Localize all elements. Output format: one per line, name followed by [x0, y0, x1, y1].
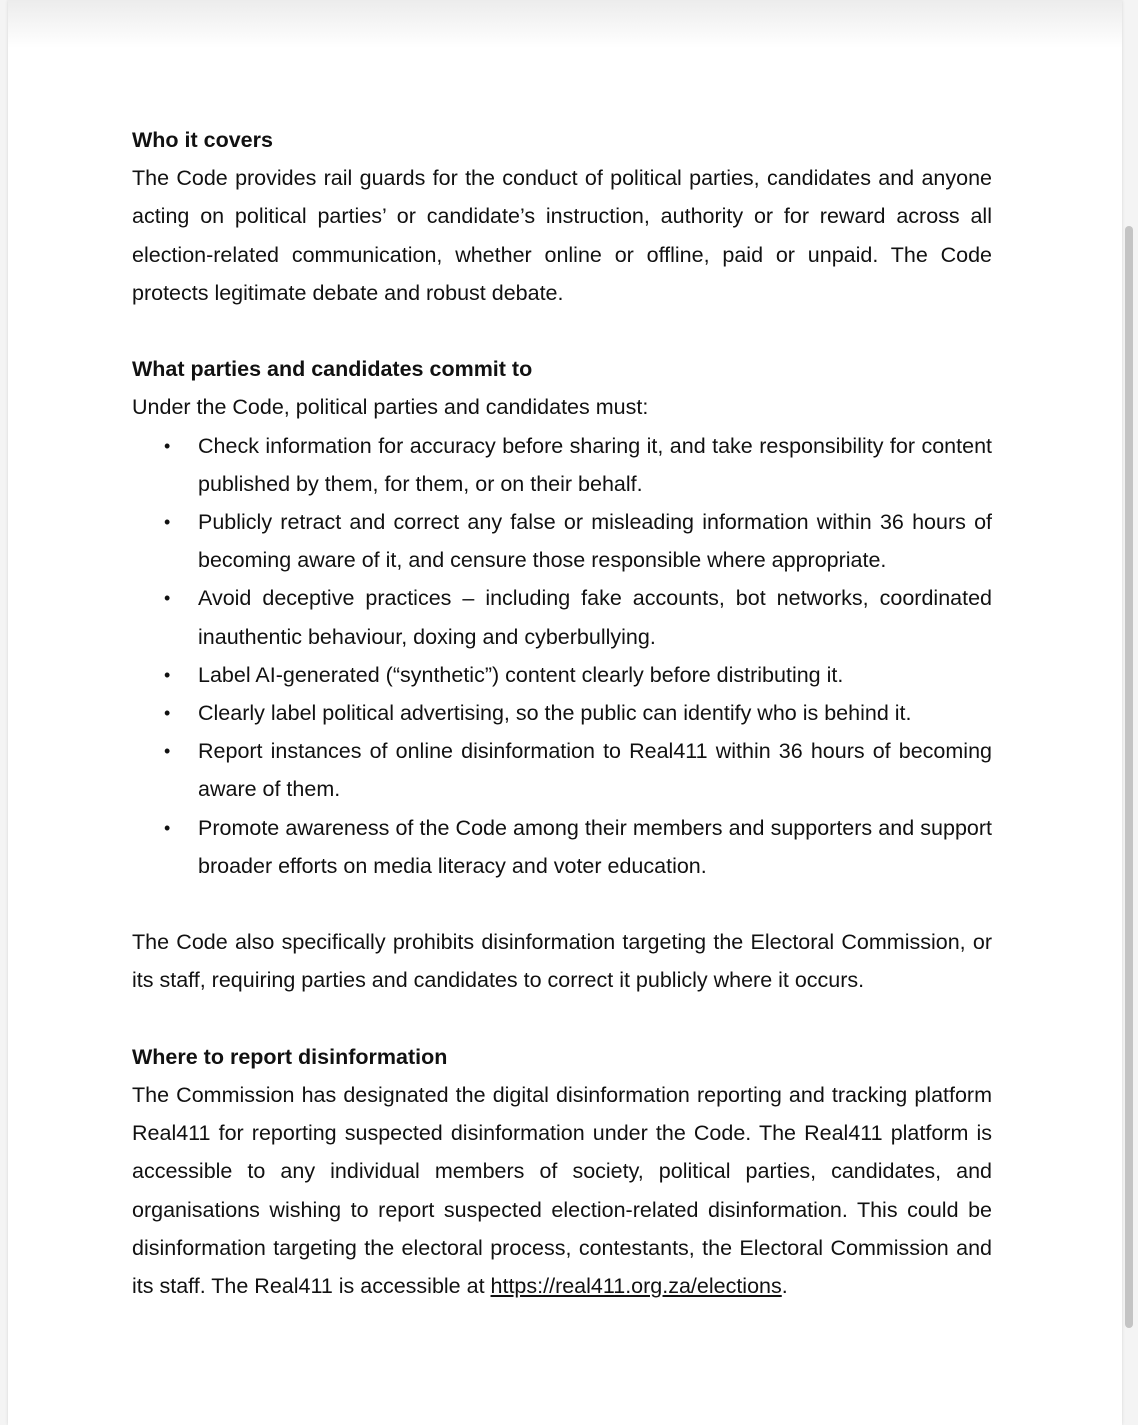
page-top-shadow [8, 0, 1122, 48]
list-item [132, 694, 992, 732]
heading-commitments: What parties and candidates commit to [132, 357, 533, 382]
list-item-text: Avoid deceptive practices – including fake accounts, bot networks, coordinated inauthentic behaviour, doxing and cyberbullying. [198, 586, 992, 649]
bullet-icon: • [164, 588, 171, 609]
list-item-text: Report instances of online disinformation to Real411 within 36 hours of becoming aware of them. [198, 739, 992, 802]
list-item [132, 732, 992, 808]
spacer [132, 1000, 992, 1038]
paragraph-electoral-commission: The Code also specifically prohibits disinformation targeting the Electoral Commission, or its staff, requiring parties and candidates to correct it publicly where it occurs. [132, 930, 992, 993]
bullet-icon: • [164, 817, 171, 838]
commitments-list [132, 427, 992, 885]
list-item-text: Promote awareness of the Code among their members and supporters and support broader efforts on media literacy and voter education. [198, 815, 992, 878]
bullet-icon: • [164, 741, 171, 762]
list-item [132, 809, 992, 885]
list-item [132, 427, 992, 503]
list-item [132, 656, 992, 694]
bullet-icon: • [164, 664, 171, 685]
bullet-icon: • [164, 435, 171, 456]
document-content [132, 121, 992, 1305]
list-item-text: Clearly label political advertising, so the public can identify who is behind it. [198, 701, 912, 726]
list-item [132, 503, 992, 579]
bullet-icon: • [164, 703, 171, 724]
paragraph-where-to-report [132, 1076, 992, 1305]
list-item-text: Label AI-generated (“synthetic”) content clearly before distributing it. [198, 662, 844, 687]
list-item-text: Check information for accuracy before sharing it, and take responsibility for content published by them, for them, or on their behalf. [198, 433, 992, 496]
heading-where-to-report: Where to report disinformation [132, 1044, 448, 1069]
list-item [132, 579, 992, 655]
spacer [132, 312, 992, 350]
bullet-icon: • [164, 512, 171, 533]
scrollbar-thumb[interactable] [1125, 226, 1133, 1328]
heading-who-it-covers: Who it covers [132, 128, 273, 152]
list-item-text: Publicly retract and correct any false or misleading information within 36 hours of becoming aware of it, and censure those responsible where appropriate. [198, 510, 992, 573]
paragraph-commitments-intro: Under the Code, political parties and candidates must: [132, 395, 649, 420]
report-text: The Commission has designated the digital disinformation reporting and tracking platform Real411 for reporting suspected disinformation under the Code. The Real411 platform is accessible to any individual members of society, political parties, candidates, and organisations wishing to report suspected election-related disinformation. This could be disinformation targeting the electoral process, contestants, the Electoral Commission and its staff. The Real411 is accessible at [132, 1083, 992, 1299]
paragraph-who-it-covers: The Code provides rail guards for the conduct of political parties, candidates and anyone acting on political parties’ or candidate’s instruction, authority or for reward across all election-related communication, whether online or offline, paid or unpaid. The Code protects legitimate debate and robust debate. [132, 166, 992, 305]
report-trailing: . [781, 1274, 788, 1299]
spacer [132, 885, 992, 923]
real411-link[interactable]: https://real411.org.za/elections [490, 1274, 782, 1299]
